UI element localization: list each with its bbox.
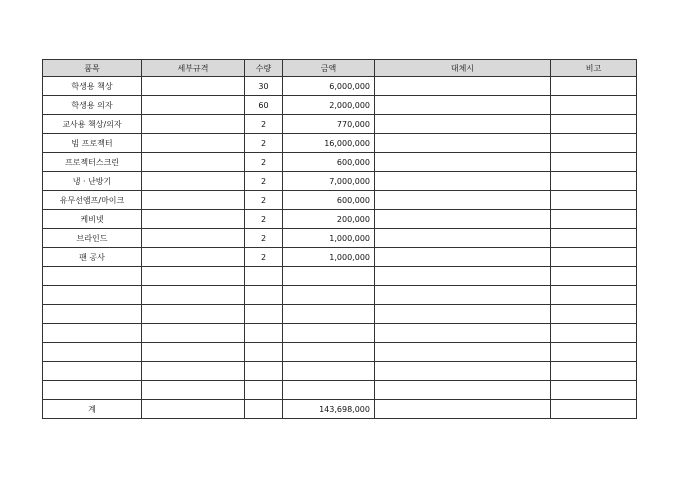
cell-substitute [375,286,551,305]
cell-spec [142,210,245,229]
cell-spec [142,343,245,362]
total-label: 계 [43,400,142,419]
cell-amount: 600,000 [283,153,375,172]
header-substitute: 대체시 [375,60,551,77]
cell-qty: 2 [245,229,283,248]
cell-item [43,267,142,286]
table-row [43,96,637,115]
cell-amount: 600,000 [283,191,375,210]
total-qty [245,400,283,419]
cell-item: 빔 프로젝터 [43,134,142,153]
cell-note [551,305,637,324]
cell-amount [283,267,375,286]
table-row [43,77,637,96]
table-row [43,305,637,324]
cell-qty: 2 [245,153,283,172]
cell-note [551,191,637,210]
cell-qty [245,305,283,324]
cell-note [551,381,637,400]
table-row [43,248,637,267]
cell-spec [142,248,245,267]
cell-item [43,362,142,381]
header-spec: 세부규격 [142,60,245,77]
cell-substitute [375,324,551,343]
cell-substitute [375,381,551,400]
cell-amount [283,362,375,381]
cell-qty: 30 [245,77,283,96]
cell-qty [245,343,283,362]
cell-note [551,134,637,153]
cell-note [551,362,637,381]
total-note [551,400,637,419]
cell-item [43,343,142,362]
cell-qty: 2 [245,210,283,229]
cell-note [551,115,637,134]
table-row [43,172,637,191]
total-substitute [375,400,551,419]
cell-note [551,324,637,343]
cell-qty: 2 [245,248,283,267]
table-row [43,343,637,362]
cell-substitute [375,362,551,381]
cell-qty: 2 [245,172,283,191]
cell-spec [142,362,245,381]
cell-item: 교사용 책상/의자 [43,115,142,134]
cell-qty [245,362,283,381]
cell-qty [245,324,283,343]
header-qty: 수량 [245,60,283,77]
table-row [43,210,637,229]
header-note: 비고 [551,60,637,77]
cell-spec [142,153,245,172]
cell-spec [142,77,245,96]
cell-qty: 2 [245,191,283,210]
cell-substitute [375,210,551,229]
total-spec [142,400,245,419]
cell-item [43,324,142,343]
table-row [43,134,637,153]
cell-item: 유무선앰프/마이크 [43,191,142,210]
header-row [43,60,637,77]
cell-note [551,248,637,267]
table-row [43,191,637,210]
cell-amount: 1,000,000 [283,229,375,248]
cell-amount [283,305,375,324]
cell-note [551,286,637,305]
cell-spec [142,115,245,134]
cell-qty [245,286,283,305]
cell-amount: 6,000,000 [283,77,375,96]
cell-substitute [375,305,551,324]
table-row [43,267,637,286]
cell-qty: 60 [245,96,283,115]
cell-substitute [375,77,551,96]
cell-qty: 2 [245,115,283,134]
cell-spec [142,229,245,248]
cell-item: 팬 공사 [43,248,142,267]
cell-note [551,343,637,362]
cell-spec [142,96,245,115]
cell-amount: 200,000 [283,210,375,229]
cell-amount: 7,000,000 [283,172,375,191]
cell-spec [142,324,245,343]
cell-note [551,172,637,191]
cell-amount: 2,000,000 [283,96,375,115]
cell-spec [142,286,245,305]
cell-note [551,267,637,286]
cell-amount: 1,000,000 [283,248,375,267]
cell-item [43,305,142,324]
cell-amount [283,343,375,362]
cell-item: 냉 · 난방기 [43,172,142,191]
cell-item: 브라인드 [43,229,142,248]
cell-spec [142,134,245,153]
cell-note [551,210,637,229]
cell-spec [142,172,245,191]
cell-amount [283,324,375,343]
cell-amount: 770,000 [283,115,375,134]
cell-item: 학생용 의자 [43,96,142,115]
table-row [43,381,637,400]
item-table [42,59,637,419]
cell-note [551,153,637,172]
cell-substitute [375,267,551,286]
cell-substitute [375,343,551,362]
cell-amount [283,381,375,400]
cell-spec [142,381,245,400]
cell-qty: 2 [245,134,283,153]
cell-spec [142,191,245,210]
total-amount: 143,698,000 [283,400,375,419]
cell-item [43,286,142,305]
total-row [43,400,637,419]
cell-substitute [375,115,551,134]
cell-substitute [375,153,551,172]
cell-item [43,381,142,400]
table-row [43,115,637,134]
cell-item: 케비넷 [43,210,142,229]
cell-spec [142,267,245,286]
header-item: 품목 [43,60,142,77]
table-row [43,229,637,248]
cell-substitute [375,172,551,191]
header-amount: 금액 [283,60,375,77]
cell-substitute [375,248,551,267]
table-row [43,324,637,343]
cell-spec [142,305,245,324]
cell-note [551,96,637,115]
cell-substitute [375,191,551,210]
cell-item: 학생용 책상 [43,77,142,96]
cell-substitute [375,134,551,153]
table-row [43,286,637,305]
cell-substitute [375,229,551,248]
cell-qty [245,381,283,400]
cell-note [551,77,637,96]
cell-amount [283,286,375,305]
cell-qty [245,267,283,286]
table-row [43,362,637,381]
cell-amount: 16,000,000 [283,134,375,153]
cell-substitute [375,96,551,115]
cell-note [551,229,637,248]
table-row [43,153,637,172]
cell-item: 프로젝터스크린 [43,153,142,172]
